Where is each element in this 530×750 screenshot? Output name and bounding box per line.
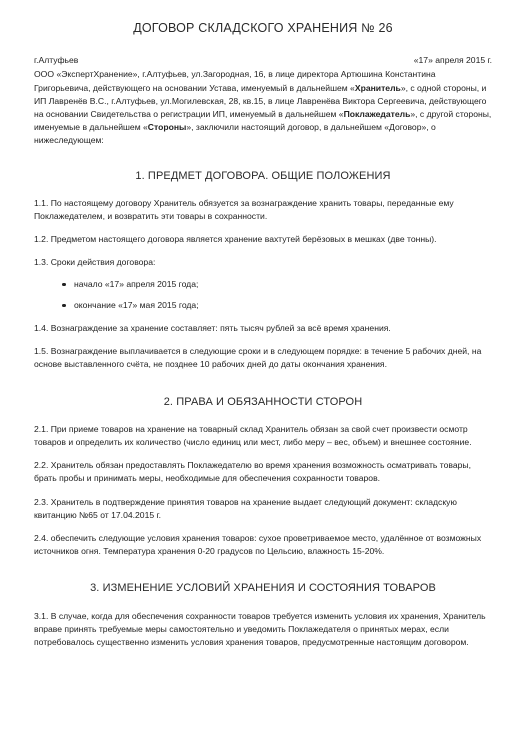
clause-1-2: 1.2. Предметом настоящего договора является хранение вахтутей берёзовых в мешках (две тонны). bbox=[34, 234, 437, 245]
clause-1-3: 1.3. Сроки действия договора: bbox=[34, 257, 156, 268]
clause-2-2: 2.2. Хранитель обязан предоставлять Поклажедателю во время хранения возможность осматривать товары, брать пробы и принимать меры, необходимые для обеспечения сохранности товаров. bbox=[34, 460, 471, 484]
clause-1-4: 1.4. Вознаграждение за хранение составляет: пять тысяч рублей за всё время хранения. bbox=[34, 323, 391, 334]
term-end: окончание «17» мая 2015 года; bbox=[62, 299, 492, 312]
city: г.Алтуфьев bbox=[34, 55, 79, 66]
parties-term: Стороны bbox=[147, 122, 187, 133]
party-keeper: Хранитель bbox=[354, 82, 401, 93]
clause-2-1: 2.1. При приеме товаров на хранение на товарный склад Хранитель обязан за свой счет произвести осмотр товаров и определить их количество (число единиц или мест, либо меру – вес, объем) и внешнее состояние. bbox=[34, 423, 472, 448]
section-1-title: 1. ПРЕДМЕТ ДОГОВОРА. ОБЩИЕ ПОЛОЖЕНИЯ bbox=[135, 169, 391, 182]
place-date-row bbox=[34, 54, 492, 67]
term-start: начало «17» апреля 2015 года; bbox=[62, 278, 492, 291]
intro-text-1: ООО «ЭкспертХранение», г.Алтуфьев, ул.Загородная, 16, в лице директора Артюшина Константина Григорьевича, действующего на основании Устава, именуемый в дальнейшем « bbox=[34, 69, 436, 93]
clause-1-1: 1.1. По настоящему договору Хранитель обязуется за вознаграждение хранить товары, переданные ему Поклажедателем, и возвратить эти товары в сохранности. bbox=[34, 197, 454, 222]
party-bailor: Поклажедатель bbox=[343, 109, 411, 120]
clause-3-1: 3.1. В случае, когда для обеспечения сохранности товаров требуется изменить условия их хранения, Хранитель вправе принять требуемые меры самостоятельно и уведомить Поклажедателя о принятых мерах, если потребовалось существенно изменить условия хранения товаров, предусмотренные настоящим договором. bbox=[34, 610, 486, 648]
section-2-title: 2. ПРАВА И ОБЯЗАННОСТИ СТОРОН bbox=[163, 395, 363, 408]
intro-paragraph bbox=[34, 68, 492, 147]
intro-text-3: », с другой стороны, именуемые в дальнейшем « bbox=[34, 109, 492, 133]
contract-date: «17» апреля 2015 г. bbox=[413, 55, 492, 66]
intro-text-4: », заключили настоящий договор, в дальнейшем «Договор», о нижеследующем: bbox=[34, 122, 436, 146]
clause-2-4: 2.4. обеспечить следующие условия хранения товаров: сухое проветриваемое место, удалённое от возможных источников огня. Температура хранения 0-20 градусов по Цельсию, влажность 15-20%. bbox=[34, 533, 482, 557]
document-title: ДОГОВОР СКЛАДСКОГО ХРАНЕНИЯ № 26 bbox=[133, 21, 393, 35]
term-list bbox=[34, 278, 492, 312]
section-3-title: 3. ИЗМЕНЕНИЕ УСЛОВИЙ ХРАНЕНИЯ И СОСТОЯНИЯ ТОВАРОВ bbox=[90, 582, 436, 595]
intro-text-2: », с одной стороны, и ИП Лавренёв В.С., г.Алтуфьев, ул.Могилевская, 28, кв.15, в лице Лавренёва Виктора Сергеевича, действующего на основании Свидетельства о регистрации ИП, именуемый в дальнейшем « bbox=[34, 82, 487, 120]
clause-1-5: 1.5. Вознаграждение выплачивается в следующие сроки и в следующем порядке: в течение 5 рабочих дней, на основе выставленного счёта, не позднее 10 рабочих дней до даты окончания хранения. bbox=[34, 346, 482, 370]
clause-2-3: 2.3. Хранитель в подтверждение принятия товаров на хранение выдает следующий документ: складскую квитанцию №65 от 17.04.2015 г. bbox=[34, 496, 457, 520]
